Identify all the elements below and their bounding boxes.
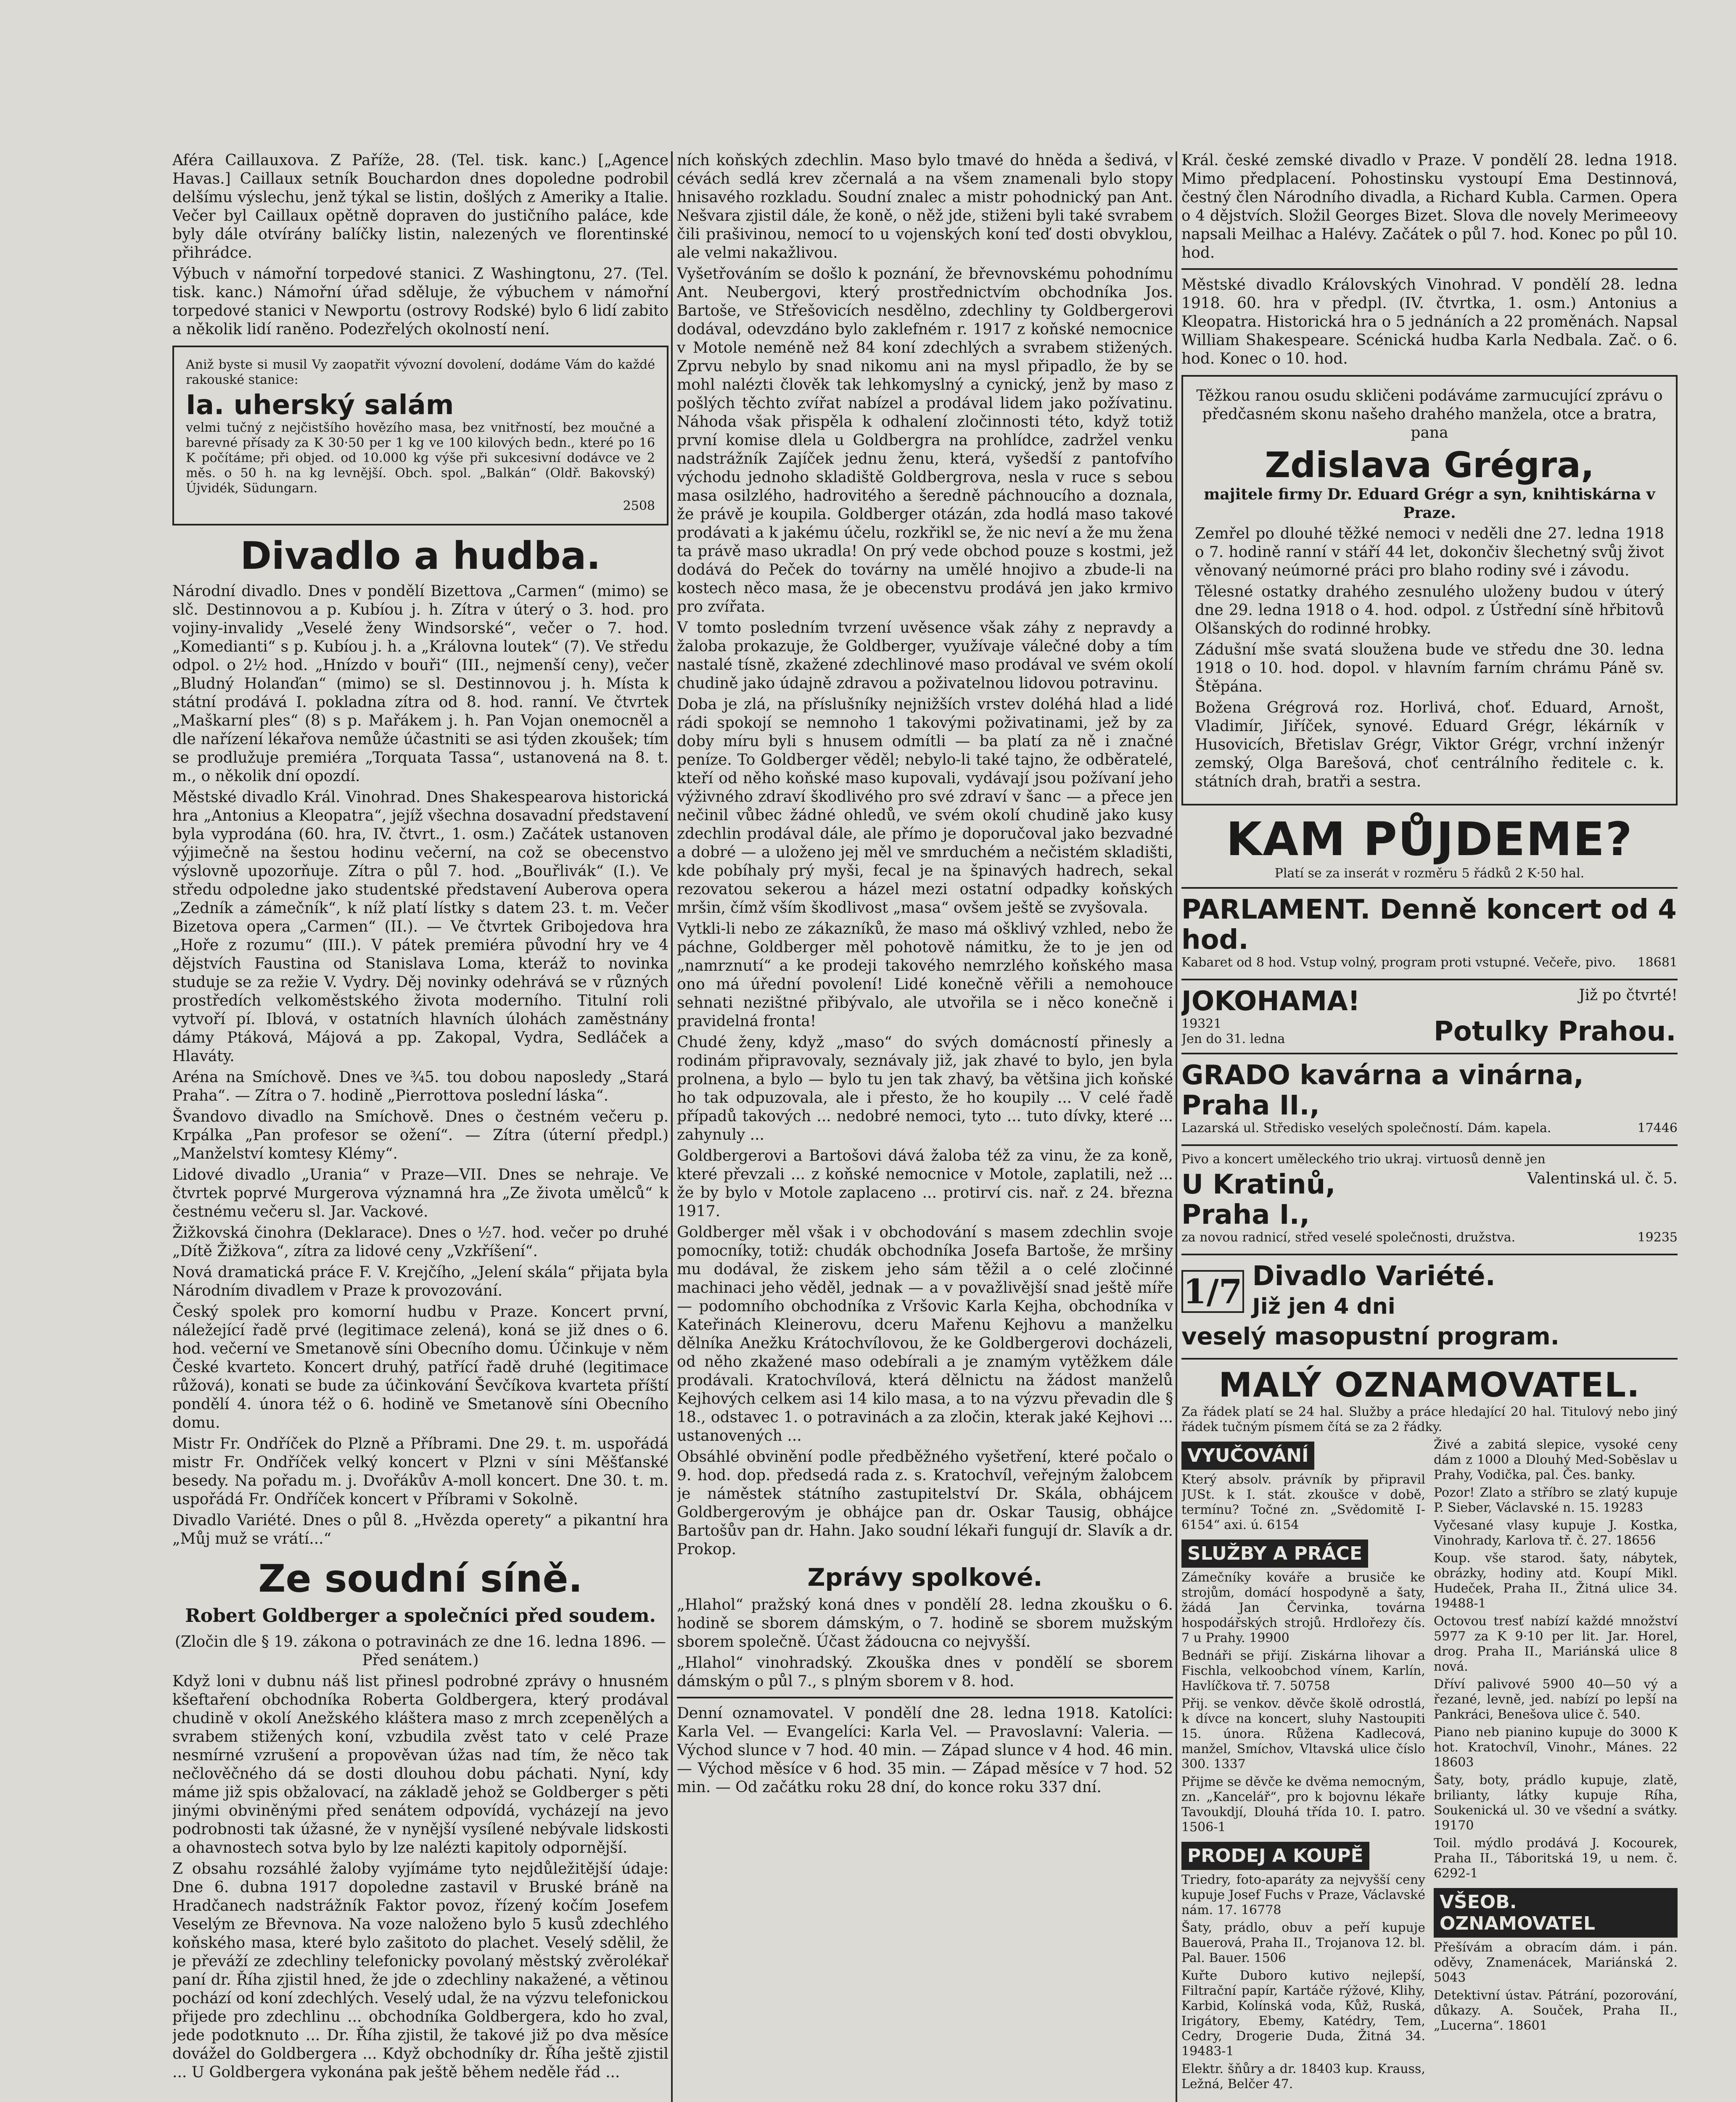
classified-item: Dříví palivové 5900 40—50 vý a řezané, levně, jed. nabízí po lepší na Pankráci, Benešova ulice č. 540. xyxy=(1434,1677,1678,1722)
ad-kratin-address: Valentinská ul. č. 5. xyxy=(1527,1170,1678,1187)
classified-item: Triedry, foto-aparáty za nejvyšší ceny kupuje Josef Fuchs v Praze, Václavské nám. 17. 16778 xyxy=(1181,1872,1425,1917)
classified-item: Který absolv. právník by připravil JUSt. k I. stát. zkoušce v době, termínu? Točné zn. „Svědomitě I-6154“ axi. ú. 6154 xyxy=(1181,1472,1425,1532)
classified-item: Šaty, prádlo, obuv a peří kupuje Bauerová, Praha II., Trojanova 12. bl. Pal. Bauer. 1506 xyxy=(1181,1920,1425,1965)
section-heading-court: Ze soudní síně. xyxy=(258,1557,583,1601)
ad-parlament-number: 18681 xyxy=(1637,955,1678,970)
article-svanda: Švandovo divadlo na Smíchově. Dnes o čestném večeru p. Krpálka „Pan profesor se ožení“. — Zítra (úterní předpl.) „Manželství komtesy Klémy“. xyxy=(172,1108,669,1162)
obituary-mass: Zádušní mše svatá sloužena bude ve středu dne 30. ledna 1918 o 10. hod. dopol. v hlavním farním chrámu Páně sv. Štěpána. xyxy=(1195,641,1664,695)
column-left xyxy=(172,151,669,2102)
article-variete: Divadlo Variété. Dnes o půl 8. „Hvězda operety“ a pikantní hra „Můj muž se vrátí...“ xyxy=(172,1512,669,1547)
classified-item: Piano neb pianino kupuje do 3000 K hot. Kratochvíl, Vinohr., Mánes. 22 18603 xyxy=(1434,1725,1678,1770)
obituary-intro: Těžkou ranou osudu skličeni podáváme zarmucující zprávu o předčasném skonu našeho drahého manžela, otce a bratra, pana xyxy=(1196,387,1663,441)
article-chamber-music: Český spolek pro komorní hudbu v Praze. Koncert první, náležející řadě prvé (legitimace zelená), koná se již dnes o 6. hod. večerní ve Smetanově síni Obecního domu. Účinkuje v něm České kvarteto. Koncert druhý, patřící řadě druhé (legitimace růžová), konati se bude za účinkování Ševčíkova kvarteta příští pondělí 4. února též o 6. hodině ve Smetanově síni Obecního domu. xyxy=(172,1303,669,1431)
classified-item: Octovou tresť nabízí každé množství 5977 za K 9·10 per lit. Jar. Horel, drog. Praha II., Mariánská ulice 8 nová. xyxy=(1434,1614,1678,1674)
article-court-11: Obsáhlé obvinění podle předběžného vyšetření, které počalo o 9. hod. dop. předsedá rada z. s. Kratochvíl, veřejným žalobcem je náměstek státního zastupitelství Dr. Skála, obhájcem Goldbergerovým je obhájce pan dr. Oskar Tausig, obhájce Bartošův pan dr. Hahn. Jako soudní lékaři fungují dr. Slavík a dr. Prokop. xyxy=(677,1448,1173,1558)
divider xyxy=(1181,979,1678,980)
article-arena: Aréna na Smíchově. Dnes ve ¾5. tou dobou naposledy „Stará Praha“. — Zítra o 7. hodině „Pierrottova poslední láska“. xyxy=(172,1069,669,1104)
classified-item: Přijme se děvče ke dvěma nemocným, zn. „Kancelář“, pro k bojovnu lékaře Tavoukdjí, Dlouhá třída 10. I. patro. 1506-1 xyxy=(1181,1775,1425,1835)
classified-item: Šaty, boty, prádlo kupuje, zlatě, brilianty, látky kupuje Ríha, Soukenická ul. 30 ve všední a svátky. 19170 xyxy=(1434,1773,1678,1833)
ad-grado-number: 17446 xyxy=(1637,1121,1678,1136)
article-court-1: Když loni v dubnu náš list přinesl podrobné zprávy o hnusném kšeftaření obchodníka Roberta Goldbergera, který prodával chudině v okolí Anežského kláštera maso z mrch zcepenělých a svrabem stižených koní, vzbudila zvěst tato v celé Praze nesmírné vzrušení a propověvan úžas nad tím, že něco tak nečlověčného dá se dosti dlouhou dobu páchati. Nyní, kdy máme již spis obžalovací, na základě jehož se Goldberger s pěti jinými obviněnými před senátem odpovídá, vycházejí na jevo podrobnosti tak úžasné, že v nynější vysílené nebývale lidskosti a ohavnostech sotva bylo by lze nalézti kapitoly odpornější. xyxy=(172,1673,669,1856)
ad-variete-sub: Již jen 4 dni xyxy=(1252,1294,1395,1319)
salami-ad-text: velmi tučný z nejčistšího hovězího masa, bez vnitřností, bez moučné a barevné přísady za K 30·50 per 1 kg ve 100 kilových bedn., které po 16 K počítáme; při objed. od 10.000 kg výše při sukcesivní dodávce ve 2 měs. o 50 h. na kg levnější. Obch. spol. „Balkán“ (Oldř. Bakovský) Újvidék, Südungarn. xyxy=(186,420,655,496)
daily-calendar: Denní oznamovatel. V pondělí dne 28. ledna 1918. Katolíci: Karla Vel. — Evangelíci: Karla Vel. — Pravoslavní: Valeria. — Východ slunce v 7 hod. 40 min. — Západ slunce v 4 hod. 46 min. — Východ měsíce v 6 hod. 35 min. — Západ měsíce v 7 hod. 52 min. — Od začátku roku 28 dní, do konce roku 337 dní. xyxy=(677,1705,1173,1796)
article-court-4: Vyšetřováním se došlo k poznání, že břevnovskému pohodnímu Ant. Neubergovi, který prostřednictvím obchodníka Jos. Bartoše, ve Střešovicích nesdělno, zdechliny ty Goldbergerovi dodával, odevzdáno bylo zaklefném r. 1917 z koňské nemocnice v Motole neméně než 84 koní zdechlých a svrabem stižených. Zprvu nebylo by snad nikomu ani na mysl připadlo, že by se mohl nalézti člověk tak lehkomyslný a cynický, jenž by maso z pošlých těchto zvířat nabízel a prodával lidem jako požívatinu. Náhoda však přispěla k odhalení zločinnosti této, když totiž první komise dlela u Goldbergra na prohlídce, zadržel venku nadstrážník Zajíček jednu ženu, která, vyšedší z pantofvího východu jednoho skladiště Goldbergrova, nesla v ruce s sebou masa osilzlého, hadrovitého a šeredně páchnoucího a doznala, že právě je koupila. Goldberger otázán, zda hodlá maso takové prodávati a k jakému účelu, rozkřikl se, že nic neví a že mu žena ta právě maso ukradla! On prý vede obchod pouze s kostmi, jež dodává do Peček do továrny na umělé hnojivo a zbude-li na kostech něco masa, že je obecenstvu prodává jen jako krmivo pro zvířata. xyxy=(677,265,1173,615)
salami-ad-title: Ia. uherský salám xyxy=(186,390,454,421)
ad-variete-title: Divadlo Variété. xyxy=(1252,1261,1496,1292)
classified-item: Kuřte Duboro kutivo nejlepší, Filtrační papír, Kartáče rýžové, Klihy, Karbid, Kolínská voda, Kůž, Ruská, Irigátory, Ebemy, Katédry, Tem, Cedry, Drogerie Duda, Žitná 34. 19483-1 xyxy=(1181,1968,1425,2059)
section-heading-theatre: Divadlo a hudba. xyxy=(240,534,601,578)
article-hlahol-vinohrady: „Hlahol“ vinohradský. Zkouška dnes v pondělí se sborem dámským o půl 7., s plným sborem v 8. hod. xyxy=(677,1654,1173,1690)
ad-grado-title: GRADO kavárna a vinárna, Praha II., xyxy=(1181,1060,1584,1121)
article-court-6: Doba je zlá, na příslušníky nejnižších vrstev doléhá hlad a lidé rádi spokojí se nemnoho 1 takovými poživatinami, jež by za doby míru byli s hnusem odmítli — ba platí za ně i značné peníze. To Goldberger věděl; nebylo-li také tajno, že odběratelé, kteří od něho koňské maso kupovali, vydávají jsou požívaní jeho výživného zdraví škodlivého pro své zdraví v šanc — a přece jen nečinil vůbec žádné ohledů, ve svém okolí chudině jako kusy zdechlin prodával dále, ale přímo je doporučoval jako bezvadné a dobré — a uloženo jej měl ve smrduchém a nečistém skladišti, kde pobíhaly prý myši, fecal je na špinavých hadrech, sekal rezovatou sekerou a házel mezi ostatní odpadky koňských mršin, čímž vším škodlivost „masa“ ovšem ještě se zvyšovala. xyxy=(677,696,1173,916)
divider xyxy=(677,1697,1173,1698)
divider xyxy=(1181,887,1678,889)
article-krejci: Nová dramatická práce F. V. Krejčího, „Jelení skála“ přijata byla Národním divadlem v Praze k provozování. xyxy=(172,1264,669,1299)
ad-kratin-number: 19235 xyxy=(1637,1230,1678,1245)
article-hlahol-prague: „Hlahol“ pražský koná dnes v pondělí 28. ledna zkoušku o 6. hodině se sborem dámským, o 7. hodině se sborem mužským sborem společně. Účast žádoucna co nejvyšší. xyxy=(677,1596,1173,1650)
classified-item: Toil. mýdlo prodává J. Kocourek, Praha II., Táboritská 19, u nem. č. 6292-1 xyxy=(1434,1836,1678,1881)
divider xyxy=(1181,1358,1678,1360)
article-national-theatre: Národní divadlo. Dnes v pondělí Bizettova „Carmen“ (mimo) se slč. Destinnovou a p. Kubíou j. h. Zítra v úterý o 3. hod. pro vojiny-invalidy „Veselé ženy Windsorské“, večer o 7. hod. „Komedianti“ s p. Kubíou j. h. a „Královna loutek“ (7). Ve středu odpol. o 2½ hod. „Hnízdo v bouři“ (III., nejmenší ceny), večer „Bludný Holanďan“ (mimo) se sl. Destinnovou j. h. Místa k státní prodává I. pokladna zítra od 8. hod. ranní. Ve čtvrtek „Maškarní ples“ (8) s p. Mařákem j. h. Pan Vojan onemocněl a dle nařízení lékařova nemůže účastniti se asi týden zkoušek; tím se prodlužuje premiéra „Torquata Tassa“, ustanovená na 8. t. m., o několik dní opozdí. xyxy=(172,583,669,785)
article-court-3: ních koňských zdechlin. Maso bylo tmavé do hněda a šedivá, v cévách sedlá krev zčernalá a na všem znamenali bylo stopy hnisavého rozkladu. Soudní znalec a mistr pohodnický pan Ant. Nešvara zjistil dále, že koně, o něž jde, stiženi byli také svrabem čili prašivinou, nemocí to u vojenských koní teď dosti obvyklou, ale velmi nakažlivou. xyxy=(677,152,1173,261)
section-heading-societies: Zprávy spolkové. xyxy=(807,1563,1043,1592)
classified-item: Přij. se venkov. děvče školě odrostlá, k dívce na koncert, sluhy Nastoupiti 15. února. Růžena Kadlecová, manžel, Smíchov, Vltavská ulice číslo 300. 1337 xyxy=(1181,1696,1425,1772)
ad-variete-fraction: 1/7 xyxy=(1181,1270,1244,1313)
article-court-9: Goldbergerovi a Bartošovi dává žaloba též za vinu, že za koně, které převzali ... z koňské nemocnice v Motole, zaplatili, než ... že by bylo v Motole zaplaceno ... protirví cis. nař. z 24. března 1917. xyxy=(677,1147,1173,1220)
column-middle xyxy=(677,151,1173,2102)
classifieds-banner-general: VŠEOB. OZNAMOVATEL xyxy=(1434,1888,1678,1938)
classifieds-banner-jobs: SLUŽBY A PRÁCE xyxy=(1181,1540,1368,1568)
divider xyxy=(1181,1144,1678,1146)
column-divider xyxy=(671,151,673,2102)
divider xyxy=(1181,1053,1678,1054)
ad-parlament-text: Kabaret od 8 hod. Vstup volný, program proti vstupné. Večeře, pivo. xyxy=(1181,955,1616,970)
obituary-name: Zdislava Grégra, xyxy=(1265,444,1594,486)
column-divider xyxy=(1176,151,1177,2102)
ad-jokohama-show: Potulky Prahou. xyxy=(1434,1016,1676,1047)
article-zizkov: Žižkovská činohra (Deklarace). Dnes o ½7. hod. večer po druhé „Dítě Žižkova“, zítra za lidové ceny „Vzkříšení“. xyxy=(172,1224,669,1260)
obituary-box xyxy=(1181,375,1678,805)
salami-ad-lead: Aniž byste si musil Vy zaopatřit vývozní dovolení, dodáme Vám do každé rakouské stanice: xyxy=(186,357,655,387)
classified-item: Pozor! Zlato a stříbro se zlatý kupuje P. Sieber, Václavské n. 15. 19283 xyxy=(1434,1485,1678,1515)
kam-pujdeme-heading: KAM PŮJDEME? xyxy=(1226,812,1633,866)
ad-kratin-lead: Pivo a koncert uměleckého trio ukraj. virtuosů denně jen xyxy=(1181,1152,1546,1167)
ad-parlament-title: PARLAMENT. Denně koncert od 4 hod. xyxy=(1181,894,1677,956)
obituary-death: Zemřel po dlouhé těžké nemoci v neděli dne 27. ledna 1918 o 7. hodině ranní v stáří 44 let, dokončiv šlechetný svůj život věnovaný neúmorné práci pro blaho rodiny své i závodu. xyxy=(1195,525,1664,579)
article-vinohrady-theatre: Městské divadlo Král. Vinohrad. Dnes Shakespearova historická hra „Antonius a Kleopatra“, jejíž všechna dosavadní představení byla vyprodána (60. hra, IV. čtvrt., 1. osm.) Začátek ustanoven výjimečně na šestou hodinu večerní, na což se obecenstvo výslovně upozorňuje. Zítra o půl 7. hod. „Bouřlivák“ (I.). Ve středu odpoledne jako studentské představení Auberova opera „Zedník a zámečník“, k níž platí lístky s datem 23. t. m. Večer Bizetova opera „Carmen“ (II.). — Ve čtvrtek Gribojedova hra „Hoře z rozumu“ (III.). V pátek premiéra původní hry ve 4 dějstvích Faustina od Stanislava Loma, kteráž to novinka studuje se za režie V. Vydry. Děj novinky odehrává se v různých prostředích velkoměstského života moderního. Titulní roli vytvoří pí. Iblová, v ostatních hlavních úlohách zaměstnány dámy Ptáková, Májová a pp. Zakopal, Vydra, Sedláček a Hlaváty. xyxy=(172,789,669,1065)
classified-item: Přešívám a obracím dám. i pán. oděvy, Znamenácek, Mariánská 2. 5043 xyxy=(1434,1940,1678,1985)
salami-ad xyxy=(172,346,669,526)
ad-jokohama-dates: Jen do 31. ledna xyxy=(1181,1032,1285,1046)
classified-item: Detektivní ústav. Pátrání, pozorování, důkazy. A. Souček, Praha II., „Lucerna“. 18601 xyxy=(1434,1988,1678,2033)
divider xyxy=(1181,1254,1678,1255)
ad-jokohama-number: 19321 xyxy=(1181,1017,1222,1031)
article-urania: Lidové divadlo „Urania“ v Praze—VII. Dnes se nehraje. Ve čtvrtek poprvé Murgerova významná hra „Ze života umělců“ k čestnému večeru sl. Jar. Vackové. xyxy=(172,1166,669,1220)
classified-item: Koup. vše starod. šaty, nábytek, obrázky, hodiny atd. Koupí Mikl. Hudeček, Praha II., Žitná ulice 34. 19488-1 xyxy=(1434,1551,1678,1611)
article-court-7: Vytkli-li nebo ze zákazníků, že maso má ošklivý vzhled, nebo že páchne, Goldberger měl pohotově námitku, že to je jen od „namrznutí“ a ke prodeji takového nemrzlého koňského masa ono má úřední povolení! Lidé konečně věřili a nemohouce sehnati nezištné přibývalo, ale utvořila se i něco konečně i pravidelná fronta! xyxy=(677,920,1173,1030)
classified-item: Živé a zabitá slepice, vysoké ceny dám z 1000 a Dlouhý Med-Soběslav u Prahy, Vodička, pal. Čes. banky. xyxy=(1434,1437,1678,1482)
article-caillaux: Aféra Caillauxova. Z Paříže, 28. (Tel. tisk. kanc.) [„Agence Havas.] Caillaux setník Bouchardon dnes dopoledne podrobil delšímu výslechu, jenž týkal se listin, došlých z Ameriky a Italie. Večer byl Caillaux opětně dopraven do justičního paláce, kde byly dále otvírány balíčky listin, nalezených ve florentinské přihrádce. xyxy=(172,152,669,261)
court-subheading-law: (Zločin dle § 19. zákona o potravinách ze dne 16. ledna 1896. — Před senátem.) xyxy=(174,1633,666,1669)
classified-item: Vyčesané vlasy kupuje J. Kostka, Vinohrady, Karlova tř. č. 27. 18656 xyxy=(1434,1518,1678,1548)
obituary-family: Božena Grégrová roz. Horlivá, choť. Eduard, Arnošt, Vladimír, Jiříček, synové. Eduard Grégr, lékárník v Husovicích, Břetislav Grégr, Viktor Grégr, vrchní inženýr zemský, Olga Barešová, choť centrálního ředitele c. k. státních drah, bratři a sestra. xyxy=(1195,699,1664,790)
classifieds-banner-teaching: VYUČOVÁNÍ xyxy=(1181,1442,1314,1470)
listing-national-theatre: Král. české zemské divadlo v Praze. V pondělí 28. ledna 1918. Mimo předplacení. Pohostinsku vystoupí Ema Destinnová, čestný člen Národního divadla, a Richard Kubla. Carmen. Opera o 4 dějstvích. Složil Georges Bizet. Slova dle novely Merimeeovy napsali Meilhac a Halévy. Začátek o půl 7. hod. Konec po půl 10. hod. xyxy=(1181,152,1678,261)
classified-item: Zámečníky kováře a brusiče ke strojům, domácí hospodyně a šaty, žádá Jan Červinka, továrna hospodářských strojů. Hrdlořezy čís. 7 u Prahy. 19900 xyxy=(1181,1570,1425,1645)
ad-jokohama-sub: Již po čtvrté! xyxy=(1579,987,1678,1004)
court-subheading: Robert Goldberger a společníci před soudem. xyxy=(185,1605,656,1627)
classifieds-sub: Za řádek platí se 24 hal. Služby a práce hledající 20 hal. Titulový nebo jiný řádek tučným písmem čítá se za 2 řádky. xyxy=(1181,1405,1678,1434)
column-right xyxy=(1181,151,1678,2102)
obituary-role: majitele firmy Dr. Eduard Grégr a syn, knihtiskárna v Praze. xyxy=(1204,486,1655,522)
ad-grado-text: Lazarská ul. Středisko veselých společností. Dám. kapela. xyxy=(1181,1121,1551,1136)
listing-vinohrady-theatre: Městské divadlo Královských Vinohrad. V pondělí 28. ledna 1918. 60. hra v předpl. (IV. čtvrtka, 1. osm.) Antonius a Kleopatra. Historická hra o 5 jednáních a 22 proměnách. Napsal William Shakespeare. Scénická hudba Karla Nedbala. Zač. o 6. hod. Konec o 10. hod. xyxy=(1181,276,1678,367)
classified-item: Bednáři se přijí. Ziskárna lihovar a Fischla, velkoobchod vínem, Karlín, Havlíčkova tř. 7. 50758 xyxy=(1181,1648,1425,1693)
classifieds-banner-sale: PRODEJ A KOUPĚ xyxy=(1181,1842,1369,1870)
article-court-2: Z obsahu rozsáhlé žaloby vyjímáme tyto nejdůležitější údaje: Dne 6. dubna 1917 dopoledne zastavil v Bruské bráně na Hradčanech nadstrážník Faktor povoz, řízený kočím Josefem Veselým ze Břevnova. Na voze naloženo bylo 5 kusů zdechlého koňského masa, které bylo zašitoto do plachet. Veselý sdělil, že je převáží ze zdechliny telefonicky povolaný městský zvěrolékař paní dr. Říha zjistil hned, že jde o zdechliny nakažené, a větinou pochází od koní zdechlých. Veselý udal, že na výzvu telefonickou přijede pro zdechlinu ... obchodníka Goldbergera, kdo ho zval, jede podotknuto ... Dr. Říha zjistil, že takové již po dva měsíce dovážel do Goldbergera ... Když obchodníky dr. Říha ještě zjistil ... U Goldbergera vykonána pak ještě během neděle řád ... xyxy=(172,1860,669,2081)
obituary-burial: Tělesné ostatky drahého zesnulého uloženy budou v úterý dne 29. ledna 1918 o 4. hod. odpol. z Ústřední síně hřbitovů Olšanských do rodinné hrobky. xyxy=(1195,583,1664,637)
ad-jokohama-title: JOKOHAMA! xyxy=(1181,986,1360,1017)
classified-item: Elektr. šňůry a dr. 18403 kup. Krauss, Ležná, Belčer 47. xyxy=(1181,2062,1425,2091)
article-ondricek: Mistr Fr. Ondříček do Plzně a Příbrami. Dne 29. t. m. uspořádá mistr Fr. Ondříček velký koncert v Plzni v síni Měšťanské besedy. Na pořadu m. j. Dvořákův A-moll koncert. Dne 30. t. m. uspořádá Fr. Ondříček koncert v Příbrami v Sokolně. xyxy=(172,1435,669,1508)
salami-ad-number: 2508 xyxy=(623,499,655,513)
ad-variete-line: veselý masopustní program. xyxy=(1181,1323,1559,1350)
article-court-8: Chudé ženy, když „maso“ do svých domácností přinesly a rodinám připravovaly, seznávaly již, jak zhavé to bylo, jen byla prolnena, a bylo — bylo tu jen tak zhavý, ba většina jich koňské ho tak odpuzovala, ale i přesto, že ho koupily ... V celé řadě případů takových ... nedobré nemoci, tyto ... tuto dívky, které ... zahynuly ... xyxy=(677,1034,1173,1143)
ad-kratin-text: za novou radnicí, střed veselé společnosti, družstva. xyxy=(1181,1230,1516,1245)
article-court-10: Goldberger měl však i v obchodování s masem zdechlin svoje pomocníky, totiž: chudák obchodníka Josefa Bartoše, že mršiny mu dodával, že ziskem jeho sám těžil a o celé zločinné machinaci jeho věděl, jednak — a v považlivější snad ještě míře — podomního obchodníka z Vršovic Karla Kejha, obchodníka v Kateřinách Kleinerovu, dceru Mařenu Kejhovu a manželku dělníka Anežku Krátochvílovou, že ke Goldbergerovi docházeli, od něho zkažené maso odebírali a je znamým vytěžkem dále prodávali. Kratochvílová, která dělnictu na žádost manželů Kejhových celkem asi 14 kilo masa, a to na výzvu převadin dle § 18., odstavec 1. o potravinách a za zločin, kterak jaké Kejhovi ... ustanovených ... xyxy=(677,1224,1173,1444)
article-court-5: V tomto posledním tvrzení uvěsence však záhy z nepravdy a žaloba prokazuje, že Goldberger, využívaje válečné doby a tím nastalé tísně, zkažené zdechlinové maso prodával ve svém okolí chudině jako údajně zdravou a poživatelnou lidovou potravinu. xyxy=(677,619,1173,692)
divider xyxy=(1181,268,1678,270)
classifieds-heading: MALÝ OZNAMOVATEL. xyxy=(1218,1365,1641,1405)
ad-kratin-title: U Kratinů, Praha I., xyxy=(1181,1169,1336,1231)
article-explosion: Výbuch v námořní torpedové stanici. Z Washingtonu, 27. (Tel. tisk. kanc.) Námořní úřad sděluje, že výbuchem v námořní torpedové stanici v Newportu (ostrovy Rodské) bylo 6 lidí zabito a několik lidí raněno. Podezřelých okolností není. xyxy=(172,265,669,338)
kam-pujdeme-sub: Platí se za inserát v rozměru 5 řádků 2 K·50 hal. xyxy=(1274,866,1585,881)
